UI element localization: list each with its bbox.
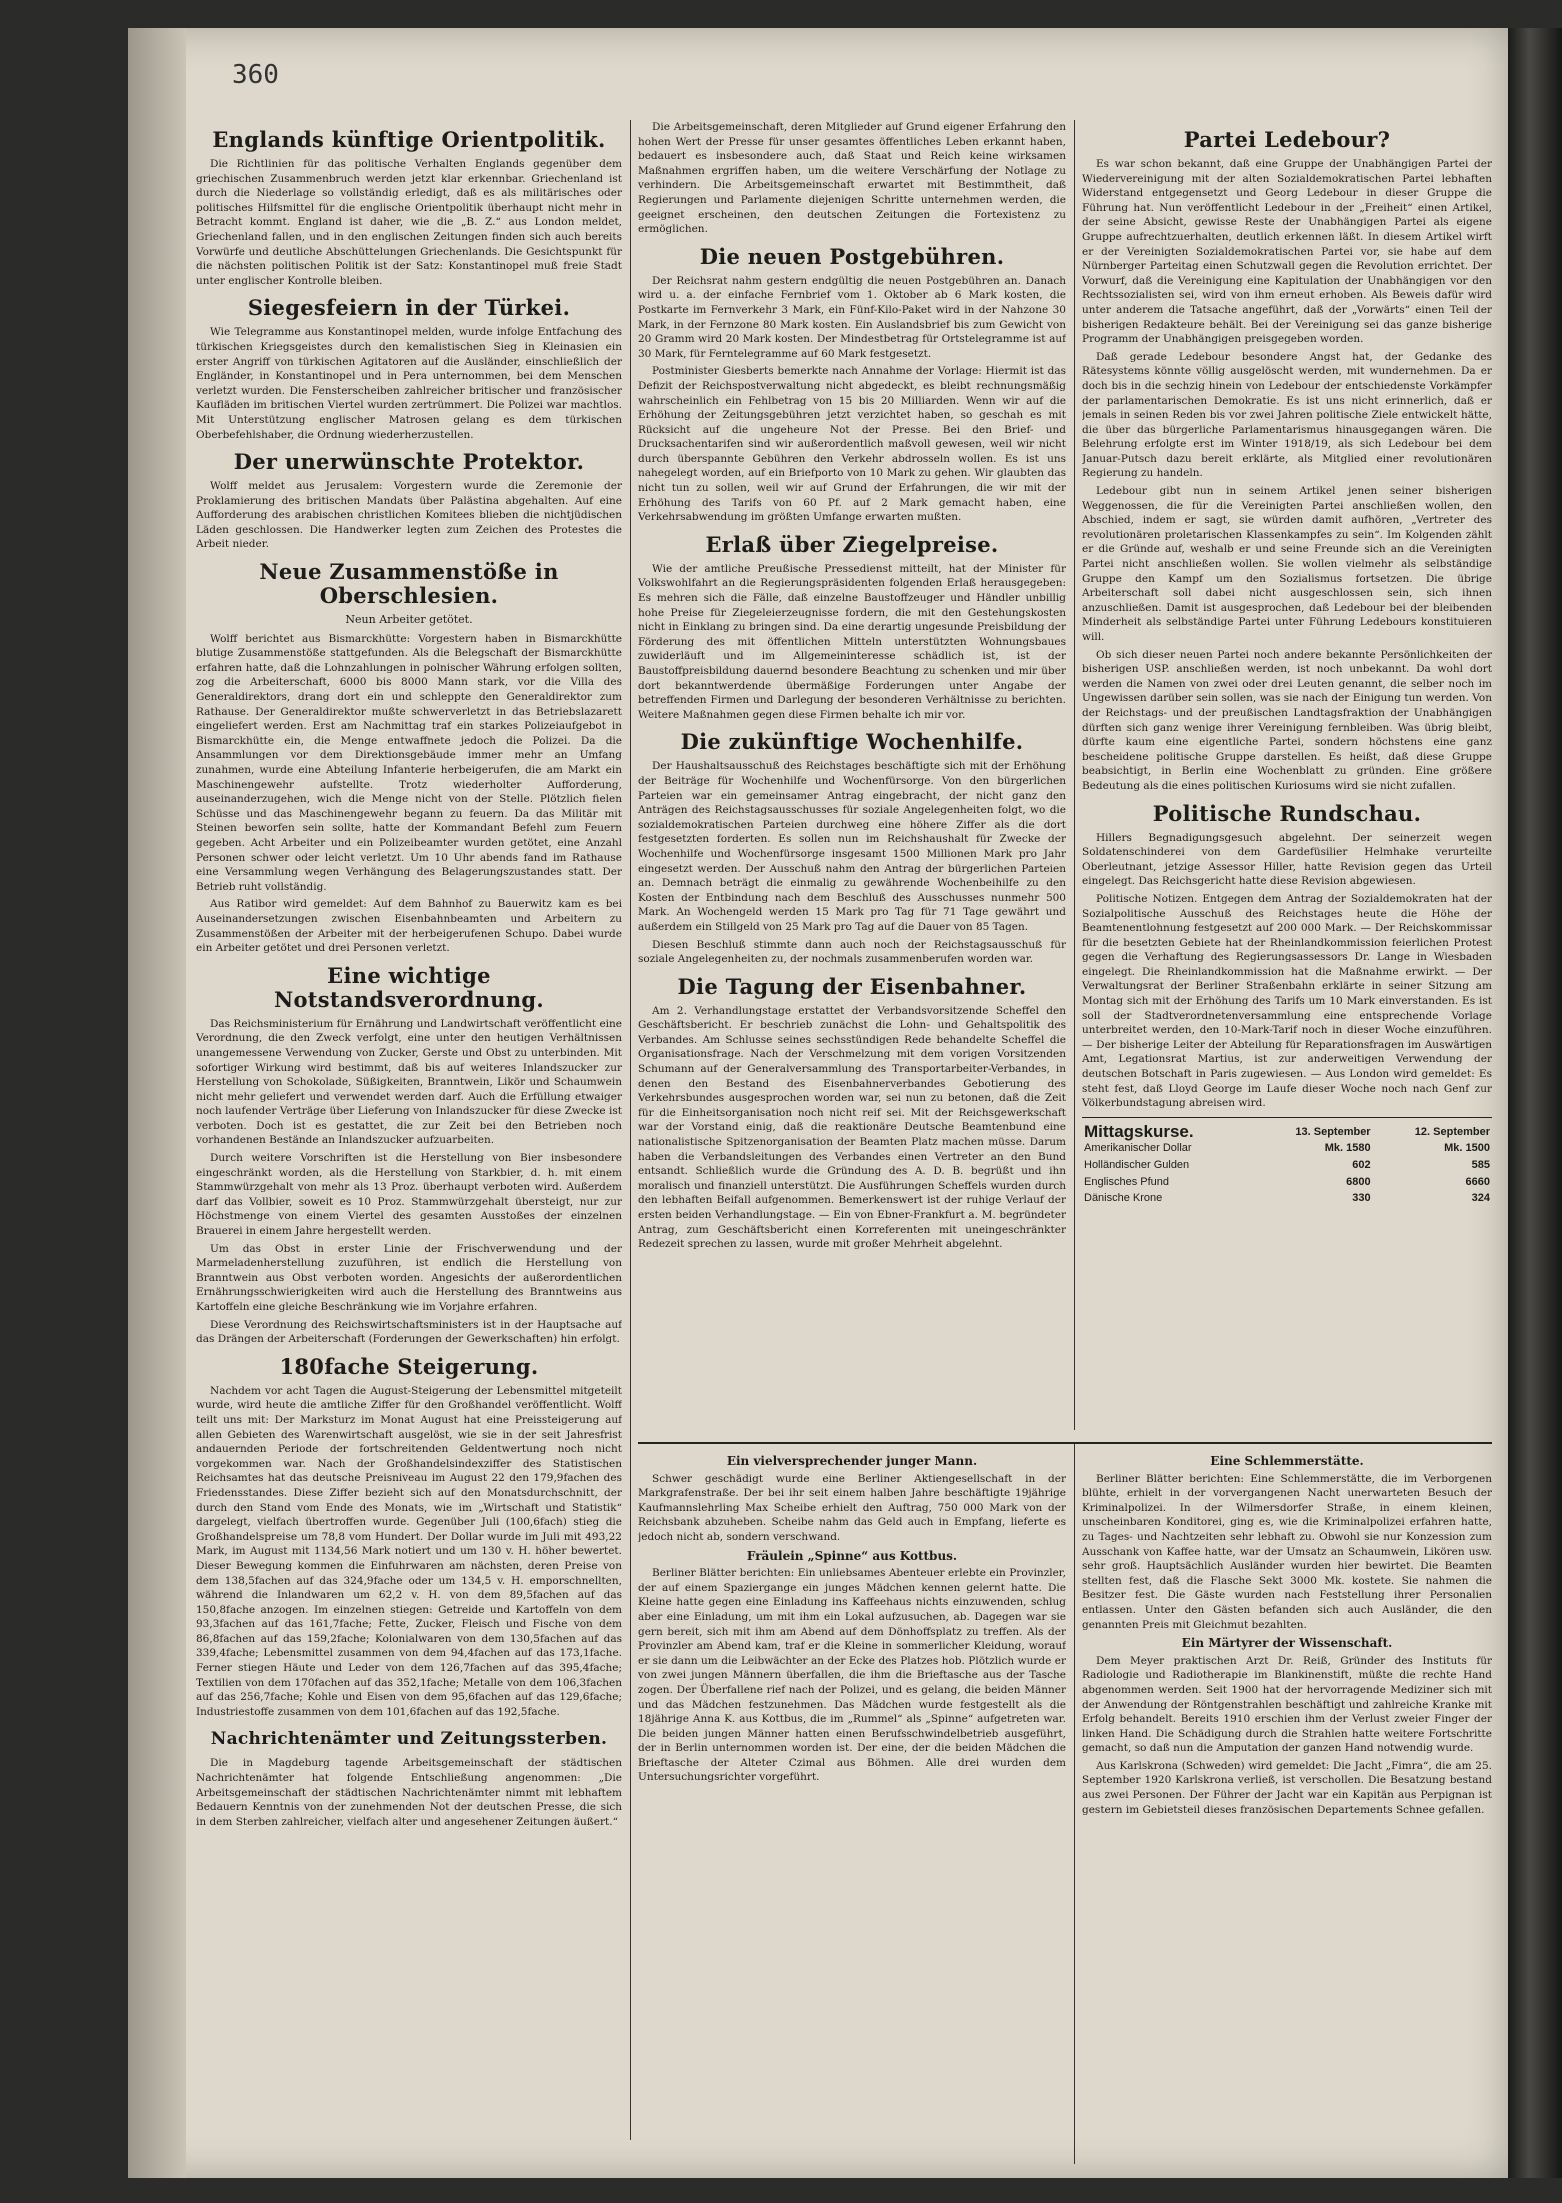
article-text: Das Reichsministerium für Ernährung und Landwirtschaft veröffentlicht eine Verordnung, die den Zweck verfolgt, eine unter den heutigen Verhältnissen unangemessene Verwendung von Zucker, Gerste und Obst zu unterbinden. Mit sofortiger Wirkung wird bestimmt, daß bis auf weiteres Inlandszucker zur Herstellung von Schokolade, Süßigkeiten, Branntwein, Likör und Schaumwein nicht mehr geliefert und verwendet werden darf. Auch die Erfüllung etwaiger noch laufender Verträge über Lieferung von Inlandszucker für diese Zwecke ist verboten. Doch ist es gestattet, die zur Zeit bei den Betrieben noch vorhandenen Bestände an Inlandszucker aufzuarbeiten. [196,1017,622,1147]
headline: Die neuen Postgebühren. [699,243,1005,269]
rate-value: 330 [1352,1192,1371,1205]
article-text: Diese Verordnung des Reichswirtschaftsministers ist in der Hauptsache auf das Drängen der Arbeiterschaft (Forderungen der Gewerkschaften) hin erfolgt. [196,1318,622,1346]
rate-value: 602 [1352,1159,1371,1171]
headline: Ein vielversprechender junger Mann. [726,1454,978,1468]
article-text: Wie Telegramme aus Konstantinopel melden, wurde infolge Entfachung des türkischen Kriegsgeistes durch den kemalistischen Sieg in Kleinasien ein erster Angriff von türkischen Agitatoren auf die Ausländer, einschließlich der Engländer, in Konstantinopel und in Pera unternommen, bei dem Menschen verletzt wurden. Die Fensterscheiben zahlreicher britischer und französischer Kaufläden im britischen Viertel wurden zertrümmert. Die Polizei war machtlos. Mit Unterstützung englischer Matrosen gelang es dem türkischen Oberbefehlshaber, die Ordnung wiederherzustellen. [196,326,622,441]
article-text: Die Richtlinien für das politische Verhalten Englands gegenüber dem griechischen Zusammenbruch werden jetzt klar erkennbar. Griechenland ist durch die Niederlage so vollständig erledigt, daß es als militärisches oder politisches Hilfsmittel für die englische Orientpolitik überhaupt nicht mehr in Betracht kommt. England ist daher, wie die „B. Z.“ aus London meldet, Griechenland fallen, und in den englischen Zeitungen finden sich auch bereits Vorwürfe und deutliche Abschüttelungen Griechenlands. Die Gesichtspunkt für die nächsten politischen Politik ist der Satz: Konstantinopel muß freie Stadt unter englischer Kontrolle bleiben. [196,158,622,287]
table-row [1082,1140,1492,1157]
article-text: Wie der amtliche Preußische Pressedienst mitteilt, hat der Minister für Volkswohlfahrt an die Regierungspräsidenten folgenden Erlaß herausgegeben: Es mehren sich die Fälle, daß einzelne Baustoffzeuger und Händler unbillig hohe Preise für Ziegeleierzeugnisse fordern, die mit den Gestehungskosten nicht in Einklang zu bringen sind. Da eine derartig ungesunde Preisbildung der Förderung des mit öffentlichen Mitteln unterstützten Wohnungsbaues zuwiderläuft und im Allgemeininteresse schädlich ist, ist der Baustoffpreisbildung dauernd besondere Beachtung zu schenken und mir über dort bekanntwerdende übermäßige Forderungen unter Angabe der betreffenden Firmen und Darlegung der besonderen Verhältnisse zu berichten. Weitere Maßnahmen gegen diese Firmen behalte ich mir vor. [638,562,1066,721]
subheadline: Neun Arbeiter getötet. [345,613,473,627]
headline: Neue Zusammenstöße in Oberschlesien. [259,559,559,609]
rate-value: 324 [1471,1192,1490,1205]
miscellany-right [1082,1450,1492,2170]
article-text: Wolff berichtet aus Bismarckhütte: Vorgestern haben in Bismarckhütte blutige Zusammenstöße stattgefunden. Als die Belegschaft der Bismarckhütte erfahren hatte, daß die Lohnzahlungen in polnischer Währung erfolgen sollten, zog die Arbeiterschaft, 6000 bis 8000 Mann stark, vor die Villa des Generaldirektors, drang dort ein und schleppte den Generaldirektor zum Rathause. Der Generaldirektor mußte schwerverletzt in das Betriebslazarett eingeliefert werden. Erst am Nachmittag traf ein starkes Polizeiaufgebot in Bismarckhütte ein, die Menge entwaffnete jedoch die Polizei. Da die Ansammlungen vor dem Direktionsgebäude immer mehr an Umfang zunahmen, wurde eine Abteilung Infanterie herbeigerufen, die am Markt ein Maschinengewehr aufstellte. Trotz wiederholter Aufforderung, auseinanderzugehen, wich die Menge nicht von der Stelle. Plötzlich fielen Schüsse und das Maschinengewehr begann zu feuern. Da das Militär mit Steinen beworfen sein sollte, hatte der Kommandant Befehl zum Feuern gegeben. Acht Arbeiter und ein Polizeibeamter wurden getötet, eine Anzahl Personen schwer oder leicht verletzt. Um 10 Uhr abends fand im Rathause eine Versammlung wegen Verhängung des Belagerungszustandes statt. Der Betrieb ruht vollständig. [196,632,622,893]
headline: Fräulein „Spinne“ aus Kottbus. [746,1548,958,1563]
divider [1082,1117,1492,1118]
rate-value: 6800 [1346,1175,1371,1188]
currency-name: Dänische Krone [1084,1192,1163,1205]
headline: Nachrichtenämter und Zeitungssterben. [210,1729,608,1750]
headline: Eine Schlemmerstätte. [1210,1454,1364,1468]
column-2 [638,120,1066,1433]
article-text: Der Reichsrat nahm gestern endgültig die neuen Postgebühren an. Danach wird u. a. der einfache Fernbrief vom 1. Oktober ab 6 Mark kosten, die Postkarte im Fernverkehr 3 Mark, ein Fünf-Kilo-Paket wird in der Nahzone 30 Mark, in der Fernzone 80 Mark kosten. Ein Auslandsbrief bis zum Gewicht von 20 Gramm wird 20 Mark kosten. Der Mindestbetrag für Ortstelegramme ist auf 30 Mark, für Ferntelegramme auf 60 Mark festgesetzt. [638,274,1066,360]
rate-value: 585 [1471,1159,1490,1171]
miscellany-section [638,1442,1492,1816]
article-text: Nachdem vor acht Tagen die August-Steigerung der Lebensmittel mitgeteilt wurde, wird heute die amtliche Ziffer für den Großhandel veröffentlicht. Wolff teilt uns mit: Der Marksturz im Monat August hat eine Preissteigerung auf allen Gebieten des Warenwirtschaft ausgelöst, wie sie in der seit Jahresfrist andauernden Periode der fortschreitenden Geldentwertung noch nicht vorgekommen war. Nach der Großhandelsindexziffer des Statistischen Reichsamtes hat das deutsche Preisniveau im August 22 den 179,9fachen des Friedensstandes. Diese Ziffer bezieht sich auf den Monatsdurchschnitt, der durch den Stand vom Ende des Monats, wie im „Wirtschaft und Statistik“ dargelegt, vielfach übertroffen wurde. Gegenüber Juli (100,6fach) stieg die Großhandelspreise um 78,8 vom Hundert. Der Dollar wurde im Juli mit 493,22 Mark, im August mit 1134,56 Mark notiert und um 130 v. H. höher bewertet. Dieser Bewegung kommen die Einfuhrwaren am nächsten, deren Preise von dem 138,5fachen auf das 324,9fache oder um 134,5 v. H. emporschnellten, während die Inlandwaren um 62,2 v. H. von dem 89,5fachen auf das 150,8fache anzogen. Im einzelnen stiegen: Getreide und Kartoffeln von dem 93,3fachen auf das 161,7fache; Fette, Zucker, Fleisch und Fische von dem 86,8fachen auf das 159,2fache; Kolonialwaren von dem 130,5fachen auf das 339,4fache; Lebensmittel zusammen von dem 94,4fachen auf das 173,1fache. Ferner stiegen Häute und Leder von dem 126,7fachen auf das 395,4fache; Textilien von dem 170fachen auf das 352,1fache; Metalle von dem 106,3fachen auf das 256,7fache; Kohle und Eisen von dem 95,6fachen auf das 129,6fache; Industriestoffe zusammen von dem 101,6fachen auf das 192,5fache. [196,1384,622,1718]
rate-value: 6660 [1465,1175,1490,1188]
headline: Ein Märtyrer der Wissenschaft. [1181,1636,1393,1651]
headline: Eine wichtige Notstandsverordnung. [274,962,544,1012]
exchange-rates-header [1082,1124,1492,1141]
article-text: Berliner Blätter berichten: Eine Schlemmerstätte, die im Verborgenen blühte, erhielt in der vorvergangenen Nacht unerwarteten Besuch der Kriminalpolizei. In der Wilmersdorfer Straße, in einem kleinen, unscheinbaren Konditorei, ging es, wie die Kriminalpolizei erfahren hatte, zu Tages- und Nachtzeiten sehr lebhaft zu. Obwohl sie nur Konzession zum Ausschank von Kaffee hatte, war der Umsatz an Schaumwein, Likören usw. sehr groß. Hauptsächlich Ausländer wurden hier bewirtet. Die Beamten stellten fest, daß die Flasche Sekt 3000 Mk. kostete. Sie nahmen die Besitzer fest. Die Gäste wurden nach Feststellung ihrer Personalien entlassen. Unter den Gästen befanden sich auch Ausländer, die den genannten Preis mit Gleichmut bezahlten. [1082,1472,1492,1631]
article-text: Diesen Beschluß stimmte dann auch noch der Reichstagsausschuß für soziale Angelegenheiten zu, der nochmals zusammenberufen worden war. [638,938,1066,966]
currency-name: Holländischer Gulden [1084,1159,1190,1171]
column-1 [196,120,622,2163]
article-text: Um das Obst in erster Linie der Frischverwendung und der Marmeladenherstellung zuzuführen, ist endlich die Herstellung von Branntwein aus Obst verboten worden. Angesichts der außerordentlichen Ernährungsschwierigkeiten wird auch die Herstellung des Branntweins aus Kartoffeln eine gleiche Beschränkung wie im Vorjahre erfahren. [196,1242,622,1313]
headline: Der unerwünschte Protektor. [233,449,585,475]
article-text: Die Arbeitsgemeinschaft, deren Mitglieder auf Grund eigener Erfahrung den hohen Wert der Presse für unser gesamtes öffentliches Leben erkannt haben, bedauert es insbesondere auch, daß Staat und Reich keine wirksamen Maßnahmen ergriffen haben, um die weitere Verschärfung der Notlage zu verhindern. Die Arbeitsgemeinschaft erwartet mit Bestimmtheit, daß Regierungen und Parlamente diejenigen Schritte unternehmen werden, die geeignet erscheinen, den deutschen Zeitungen die Fortexistenz zu ermöglichen. [638,121,1066,236]
article-text: Aus Karlskrona (Schweden) wird gemeldet: Die Jacht „Fimra“, die am 25. September 1920 Karlskrona verließ, ist verschollen. Die Besatzung bestand aus zwei Personen. Der Führer der Jacht war ein Kapitän aus Perpignan ist gestern im Gebietsteil dieses französischen Departements Schnee gefallen. [1082,1759,1492,1816]
headline: Politische Rundschau. [1152,800,1422,826]
column-3 [1082,120,1492,1433]
rate-value: Mk. 1500 [1444,1142,1490,1155]
currency-name: Englisches Pfund [1084,1175,1169,1188]
article-text: Hillers Begnadigungsgesuch abgelehnt. Der seinerzeit wegen Soldatenschinderei von dem Gardefüsilier Helmhake verurteilte Oberleutnant, jetzige Assessor Hiller, hatte Revision gegen das Urteil eingelegt. Das Reichsgericht hatte diese Revision abgewiesen. [1082,831,1492,888]
headline: Die zukünftige Wochenhilfe. [680,729,1024,755]
column-rule [1074,120,1075,1430]
date-column-header: 12. September [1414,1125,1490,1138]
article-text: Schwer geschädigt wurde eine Berliner Aktiengesellschaft in der Markgrafenstraße. Der bei ihr seit einem halben Jahre beschäftigte 19jährige Kaufmannslehrling Max Scheibe erhielt den Auftrag, 750 000 Mark von der Reichsbank abzuheben. Scheibe nahm das Geld auch in Empfang, lieferte es jedoch nicht ab, sondern verschwand. [638,1472,1066,1543]
table-row [1082,1190,1492,1207]
article-text: Wolff meldet aus Jerusalem: Vorgestern wurde die Zeremonie der Proklamierung des britischen Mandats über Palästina abgehalten. Auf eine Aufforderung des arabischen christlichen Komitees blieben die nichtjüdischen Läden geschlossen. Die Handwerker legten zum Zeichen des Protestes die Arbeit nieder. [196,480,622,551]
article-text: Es war schon bekannt, daß eine Gruppe der Unabhängigen Partei der Wiedervereinigung mit der alten Sozialdemokratischen Partei lebhaften Widerstand entgegensetzt und Georg Ledebour in dieser Gruppe die Führung hat. Nun veröffentlicht Ledebour in der „Freiheit“ einen Artikel, der seine Absicht, gewisse Reste der Unabhängigen Partei als eigene Gruppe aufrechtzuerhalten, deutlich erkennen läßt. In diesem Artikel wirft er der Vereinigten Sozialdemokratischen Partei vor, sie habe auf dem Nürnberger Parteitag einen Schutzwall gegen die Revolution errichtet. Der Vorwurf, daß die Vereinigung eine Kapitulation der Unabhängigen vor den Rechtssozialisten sei, wird von ihm erneut erhoben. Als Beweis dafür wird unter anderem die Tatsache angeführt, daß der „Vorwärts“ einen Teil der bisherigen Redakteure behält. Bei der Vereinigung sei das ganze bisherige Programm der Unabhängigen preisgegeben worden. [1082,158,1492,346]
headline: Partei Ledebour? [1183,127,1391,152]
article-text: Ob sich dieser neuen Partei noch andere bekannte Persönlichkeiten der bisherigen USP. anschließen werden, ist noch unbekannt. Da wohl dort werden die Namen von zwei oder drei Leuten genannt, die selber noch im Ungewissen darüber sein sollen, was sie nach der Einigung tun werden. Von der Reichstags- und der preußischen Landtagsfraktion der Unabhängigen dürften sich ganz wenige ihrer Vereinigung fernbleiben. Was übrig bleibt, dürfte kaum eine eigentliche Partei, sondern höchstens eine ganz bescheidene politische Gruppe darstellen. Es heißt, daß diese Gruppe beabsichtigt, in Berlin eine Wochenblatt zu gründen. Eine größere Bedeutung als die eines politischen Kuriosums wird sie nicht zufallen. [1082,648,1492,792]
article-text: Daß gerade Ledebour besondere Angst hat, der Gedanke des Rätesystems könnte völlig ausgelöscht werden, mit wundernehmen. Da er doch bis in die sechzig hinein von Ledebour der entschiedenste Vorkämpfer der parlamentarischen Demokratie. Es ist uns nicht erinnerlich, daß er jemals in seinen Reden bis vor zwei Jahren politische Ziele entwickelt hätte, die über das bürgerliche Parlamentarismus hinausgegangen wären. Die Belehrung erfolgte erst im Winter 1918/19, als sich Ledebour bei dem Januar-Putsch dazu bereit erklärte, als Mitglied einer revolutionären Regierung zu handeln. [1082,350,1492,480]
headline: Die Tagung der Eisenbahner. [677,973,1027,999]
article-text: Politische Notizen. Entgegen dem Antrag der Sozialdemokraten hat der Sozialpolitische Ausschuß des Reichstages heute die Höhe der Beamtenentlohnung festgesetzt auf 200 000 Mark. — Der Reichskommissar für die besetzten Gebiete hat der Rheinlandkommission feierlichen Protest gegen die Verhaftung des Regierungsassessors Dr. Lange in Wiesbaden eingelegt. Die Rheinlandkommission hat die Maßnahme erwirkt. — Der Verwaltungsrat der Berliner Straßenbahn erklärte in seiner Sitzung am Montag sich mit der Erhöhung des Tarifs um 10 Mark einverstanden. Es ist soll der Stadtverordnetenversammlung eine entsprechende Vorlage unterbreitet werden, den 10-Mark-Tarif noch in dieser Woche einzuführen. — Der bisherige Leiter der Abteilung für Reparationsfragen im Auswärtigen Amt, Legationsrat Martius, ist zur anderweitigen Verwendung der deutschen Botschaft in Paris zugewiesen. — Aus London wird gemeldet: Es steht fest, daß Lloyd George im Laufe dieser Woche noch nach Genf zur Völkerbundstagung abreisen wird. [1082,892,1492,1110]
rate-value: Mk. 1580 [1324,1142,1371,1155]
article-text: Dem Meyer praktischen Arzt Dr. Reiß, Gründer des Instituts für Radiologie und Radiotherapie im Blankinenstift, müßte die rechte Hand abgenommen werden. Seit 1900 hat der hervorragende Mediziner sich mit der Anwendung der Röntgenstrahlen beschäftigt und zahlreiche Kranke mit Erfolg behandelt. Bereits 1910 erschien ihm der Verlust zweier Finger der linken Hand. Die Schädigung durch die Strahlen hatte weitere Fortschritte gemacht, so daß nun die Amputation der ganzen Hand notwendig wurde. [1082,1654,1492,1755]
table-row [1082,1174,1492,1191]
page-margin-shadow [128,28,186,2178]
date-column-header: 13. September [1295,1125,1371,1138]
article-text: Aus Ratibor wird gemeldet: Auf dem Bahnhof zu Bauerwitz kam es bei Auseinandersetzungen zwischen Eisenbahnbeamten und Arbeitern zu Zusammenstößen der Arbeiter mit der herbeigerufenen Schupo. Dabei wurde ein Arbeiter getötet und drei Personen verletzt. [196,898,622,955]
table-row [1082,1157,1492,1174]
article-text: Durch weitere Vorschriften ist die Herstellung von Bier insbesondere eingeschränkt worden, als die Herstellung von Starkbier, d. h. mit einem Stammwürzgehalt von mehr als 13 Proz. überhaupt verboten wird. Außerdem darf das Vollbier, soweit es 10 Proz. Stammwürzgehalt übersteigt, nur zur Höchstmenge von einem Viertel des gesamten Ausstoßes der einzelnen Brauerei in einem Jahre hergestellt werden. [196,1152,622,1238]
book-binding [1508,28,1562,2178]
article-text: Berliner Blätter berichten: Ein unliebsames Abenteuer erlebte ein Provinzler, der auf einem Spaziergange ein junges Mädchen kennen gelernt hatte. Die Kleine hatte gegen eine Einladung ins Kaffeehaus nichts einzuwenden, schlug aber eine Einladung, um mit ihm ein Lokal aufzusuchen, ab. Dagegen war sie gern bereit, sich mit ihm am Abend auf dem Dönhoffsplatz zu treffen. Als der Provinzler am Abend kam, traf er die Kleine in sommerlicher Kleidung, worauf er sie dann um die Leibwächter an der Ecke des Platzes hob. Plötzlich wurde er von zwei jungen Männern überfallen, die ihm die Brieftasche aus der Tasche zogen. Der Überfallene rief nach der Polizei, und es gelang, die beiden Männer und das Mädchen festzunehmen. Das Mädchen wurde festgestellt als die 18jährige Anna K. aus Kottbus, die im „Rummel“ als „Spinne“ aufgetreten war. Die beiden jungen Männer hatten einen Berufsschwindelbetrieb ausgeführt, der in Berlin unternommen worden ist. Der eine, der die beiden Mädchen die Brieftasche der Alteter Czimal aus Böhmen. Alle drei wurden dem Untersuchungsrichter vorgeführt. [638,1567,1066,1784]
article-text: Der Haushaltsausschuß des Reichstages beschäftigte sich mit der Erhöhung der Beiträge für Wochenhilfe und Wochenfürsorge. Von den bürgerlichen Parteien war ein gemeinsamer Antrag eingebracht, der nicht ganz den Anträgen des Reichstagsausschusses für soziale Angelegenheiten folgt, wo die sozialdemokratischen Parteien durchweg eine höhere Ziffer als die dort festgesetzten forderten. Es sollen nun im Reichshaushalt für Zwecke der Wochenhilfe und Wochenfürsorge insgesamt 1500 Millionen Mark pro Jahr eingesetzt werden. Der Ausschuß nahm den Antrag der bürgerlichen Parteien an. Demnach beträgt die einmalig zu gewährende Wochenbeihilfe zu den Kosten der Entbindung nach dem Beschluß des Ausschusses nunmehr 500 Mark. An Wochengeld werden 15 Mark pro Tag für 71 Tage gewährt und außerdem ein Stillgeld von 25 Mark pro Tag auf die Dauer von 85 Tagen. [638,760,1066,933]
column-rule [1074,1444,1075,2164]
headline: Englands künftige Orientpolitik. [212,127,606,152]
currency-name: Amerikanischer Dollar [1084,1142,1192,1155]
headline: Siegesfeiern in der Türkei. [247,295,571,321]
page-number: 360 [232,60,279,90]
miscellany-left [638,1450,1066,2170]
exchange-rates-table [1082,1121,1492,1207]
headline: 180fache Steigerung. [279,1353,539,1379]
exchange-rates-title: Mittagskurse. [1084,1121,1194,1141]
article-text: Die in Magdeburg tagende Arbeitsgemeinschaft der städtischen Nachrichtenämter hat folgende Entschließung angenommen: „Die Arbeitsgemeinschaft der städtischen Nachrichtenämter nimmt mit lebhaftem Bedauern Kenntnis von der zunehmenden Not der deutschen Presse, die sich in dem Sterben zahlreicher, vielfach alter und angesehener Zeitungen äußert.“ [196,1757,622,1828]
article-text: Am 2. Verhandlungstage erstattet der Verbandsvorsitzende Scheffel den Geschäftsbericht. Er beschrieb zunächst die Lohn- und Gehaltspolitik des Verbandes. Am Schlusse seines sechsstündigen Rede behandelte Scheffel die Organisationsfrage. Nach der Verschmelzung mit dem vorigen Vorsitzenden Schumann auf der Generalversammlung des Transportarbeiter-Verbandes, in denen den Bestand des Eisenbahnerverbandes Gebotierung des Verkehrsbundes ausgesprochen worden war, sei nun zu betonen, daß die Zeit für die Einheitsorganisation noch nicht reif sei. Mit der Reichsgewerkschaft war der Vorstand einig, daß die reaktionäre Deutsche Beamtenbund eine nationalistische Spitzenorganisation der Beamten Platz machen müsse. Darum haben die Verbandsleitungen des Verbandes einen Vertreter an den Bund entsandt. Schließlich wurde die Gründung des A. D. B. begrüßt und ihn moralisch und finanziell unterstützt. Die Ausführungen Scheffels wurden durch den lebhaften Beifall aufgenommen. Bemerkenswert ist der ruhige Verlauf der ersten beiden Verhandlungstage. — Ein von Ebner-Frankfurt a. M. begründeter Antrag, zum Geschäftsbericht einen Korreferenten mit uneingeschränkter Redezeit sprechen zu lassen, wurde mit großer Mehrheit abgelehnt. [638,1004,1066,1251]
column-rule [630,120,631,2140]
headline: Erlaß über Ziegelpreise. [705,531,999,557]
article-text: Postminister Giesberts bemerkte nach Annahme der Vorlage: Hiermit ist das Defizit der Reichspostverwaltung nicht abgedeckt, es bleibt rechnungsmäßig wahrscheinlich ein Fehlbetrag von 15 bis 20 Milliarden. Wenn wir auf die Erhöhung der Zeitungsgebühren jetzt verzichtet haben, so geschah es mit Rücksicht auf die ungeheure Not der Presse. Bei den Brief- und Drucksachentarifen sind wir außerordentlich maßvoll gewesen, weil wir nicht durch überspannte Gebühren den Verkehr abdrosseln wollen. Es ist uns nahegelegt worden, auf ein Briefporto von 10 Mark zu gehen. Wir glaubten das nicht tun zu sollen, weil wir auf Grund der Erfahrungen, die wir mit der Erhöhung des Tarifs von 60 Pf. auf 2 Mark gemacht haben, eine Verkehrsabwendung im größten Umfange erwarten mußten. [638,365,1066,524]
article-text: Ledebour gibt nun in seinem Artikel jenen seiner bisherigen Weggenossen, die für die Vereinigten Partei anschließen wollen, den Abschied, indem er sagt, sie würden damit aufhören, „Vertreter des revolutionären proletarischen Klassenkampfes zu sein“. Im Kolgenden zählt er die Gründe auf, weshalb er und seine Freunde sich an die Vereinigten Partei nicht anschließen wollen. Sie wollen vielmehr als selbständige Gruppe den Kampf um den Sozialismus fortsetzen. Die übrige Arbeiterschaft soll dabei nicht ausgeschlossen sein, sich ihnen anzuschließen. Damit ist ausgesprochen, daß Ledebour bei der bleibenden Minderheit als selbständige Partei unter Führung Ledebours konstituieren will. [1082,485,1492,643]
